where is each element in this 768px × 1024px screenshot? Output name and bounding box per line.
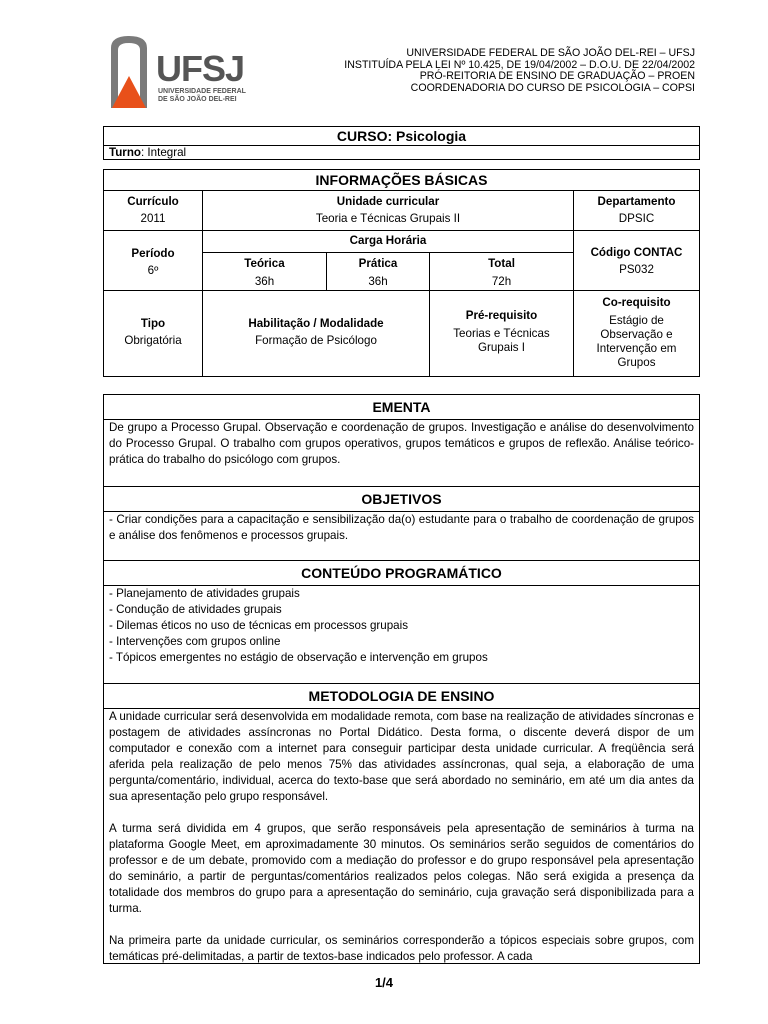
periodo-cell [104,231,203,291]
inst-line4: COORDENADORIA DO CURSO DE PSICOLOGIA – COPSI [410,81,695,94]
ufsj-logo [108,34,253,112]
inst-line2: INSTITUÍDA PELA LEI Nº 10.425, DE 19/04/2002 – D.O.U. DE 22/04/2002 [344,58,695,71]
departamento-value: DPSIC [618,212,655,225]
total-label: Total [488,257,515,270]
conteudo-list [104,586,699,683]
teorica-value: 36h [254,275,275,288]
pratica-cell [327,253,430,291]
tipo-label: Tipo [140,317,166,330]
departamento-cell [574,191,699,231]
metodologia-p1: A unidade curricular será desenvolvida em modalidade remota, com base na realização de atividades síncronas e postagem de atividades assíncronas no Portal Didático. Desta forma, o discente deverá dispor de um computador e conexão com a internet para conseguir participar desta unidade curricular. A freqüência será aferida pela realização de pelo menos 75% das atividades assíncronas, qual seja, a elaboração de uma pergunta/comentário, individual, acerca do texto-base que será abordado no seminário, em até um dia antes da sua apresentação pelo grupo responsável. [109,710,694,803]
unidade-label: Unidade curricular [336,195,440,208]
coreq-label: Co-requisito [602,296,671,309]
inst-line1: UNIVERSIDADE FEDERAL DE SÃO JOÃO DEL-REI – UFSJ [406,47,695,59]
turno-line [104,146,699,160]
objetivos-text: - Criar condições para a capacitação e sensibilização da(o) estudante para o trabalho de coordenação de grupos e análise dos fenômenos e processos grupais. [109,513,694,542]
habilitacao-cell [203,291,430,376]
institution-header [344,48,695,94]
list-item: - Intervenções com grupos online [109,635,281,648]
prereq-label: Pré-requisito [465,309,538,322]
prereq-value: Teorias e Técnicas Grupais I [453,327,550,354]
logo-sub2: DE SÃO JOÃO DEL-REI [158,96,237,103]
list-item: - Condução de atividades grupais [109,603,282,616]
periodo-value: 6º [147,264,159,277]
habilitacao-value: Formação de Psicólogo [255,334,377,347]
teorica-label: Teórica [244,257,285,270]
prereq-cell [430,291,574,376]
ementa-text: De grupo a Processo Grupal. Observação e coordenação de grupos. Investigação e análise do desenvolvimento do Processo Grupal. O trabalho com grupos operativos, grupos temáticos e grupos de reflexão. Análise teórico-prática do trabalho do psicólogo com grupos. [109,421,694,466]
habilitacao-label: Habilitação / Modalidade [248,317,384,330]
sections-box [103,394,700,964]
unidade-cell [203,191,574,231]
total-cell [430,253,574,291]
pratica-label: Prática [358,257,398,270]
logo-name: UFSJ [156,48,245,89]
curriculo-cell [104,191,203,231]
tipo-cell [104,291,203,376]
metodologia-text [104,709,699,964]
periodo-label: Período [131,247,175,260]
inst-line3: PRÓ-REITORIA DE ENSINO DE GRADUAÇÃO – PROEN [419,70,695,82]
course-title: CURSO: Psicologia [104,127,699,146]
list-item: - Planejamento de atividades grupais [109,587,300,600]
teorica-cell [203,253,327,291]
curriculo-label: Currículo [127,195,179,208]
logo-sub1: UNIVERSIDADE FEDERAL [158,88,246,95]
list-item: - Dilemas éticos no uso de técnicas em processos grupais [109,619,408,632]
coreq-cell [574,291,699,376]
course-box [103,126,700,160]
metodologia-p3: Na primeira parte da unidade curricular, os seminários corresponderão a tópicos especiais sobre grupos, com temáticas pré-delimitadas, a partir de textos-base indicados pelo professor. A cada [109,934,694,963]
unidade-value: Teoria e Técnicas Grupais II [315,212,461,225]
curriculo-value: 2011 [140,212,166,225]
info-grid [104,191,699,376]
departamento-label: Departamento [597,195,676,208]
conteudo-title: CONTEÚDO PROGRAMÁTICO [104,560,699,586]
tipo-value: Obrigatória [124,334,182,347]
page-number: 1/4 [374,975,394,990]
codigo-label: Código CONTAC [590,246,683,259]
objetivos-title: OBJETIVOS [104,486,699,512]
pratica-value: 36h [368,275,388,288]
codigo-cell [574,231,699,291]
codigo-value: PS032 [619,263,654,276]
coreq-value: Estágio de Observação e Intervenção em Grupos [596,314,677,369]
turno-value: : Integral [140,146,187,159]
info-title: INFORMAÇÕES BÁSICAS [104,170,699,191]
metodologia-title: METODOLOGIA DE ENSINO [104,683,699,709]
carga-label: Carga Horária [203,231,574,253]
logo-subtitle [158,88,246,104]
basic-info-box [103,169,700,377]
total-value: 72h [491,275,512,288]
turno-label: Turno [109,146,141,159]
list-item: - Tópicos emergentes no estágio de observação e intervenção em grupos [109,651,488,664]
ementa-title: EMENTA [104,395,699,420]
metodologia-p2: A turma será dividida em 4 grupos, que serão responsáveis pela apresentação de seminários à turma na plataforma Google Meet, em aproximadamente 30 minutos. Os seminários serão seguidos de comentários do professor e de um debate, promovido com a mediação do professor e do grupo responsável pela apresentação do seminário, a partir de perguntas/comentários realizados pelos colegas. Não será exigida a presença da totalidade dos membros do grupo para a apresentação do seminário, cuja gravação será disponibilizada para a turma. [109,822,694,915]
